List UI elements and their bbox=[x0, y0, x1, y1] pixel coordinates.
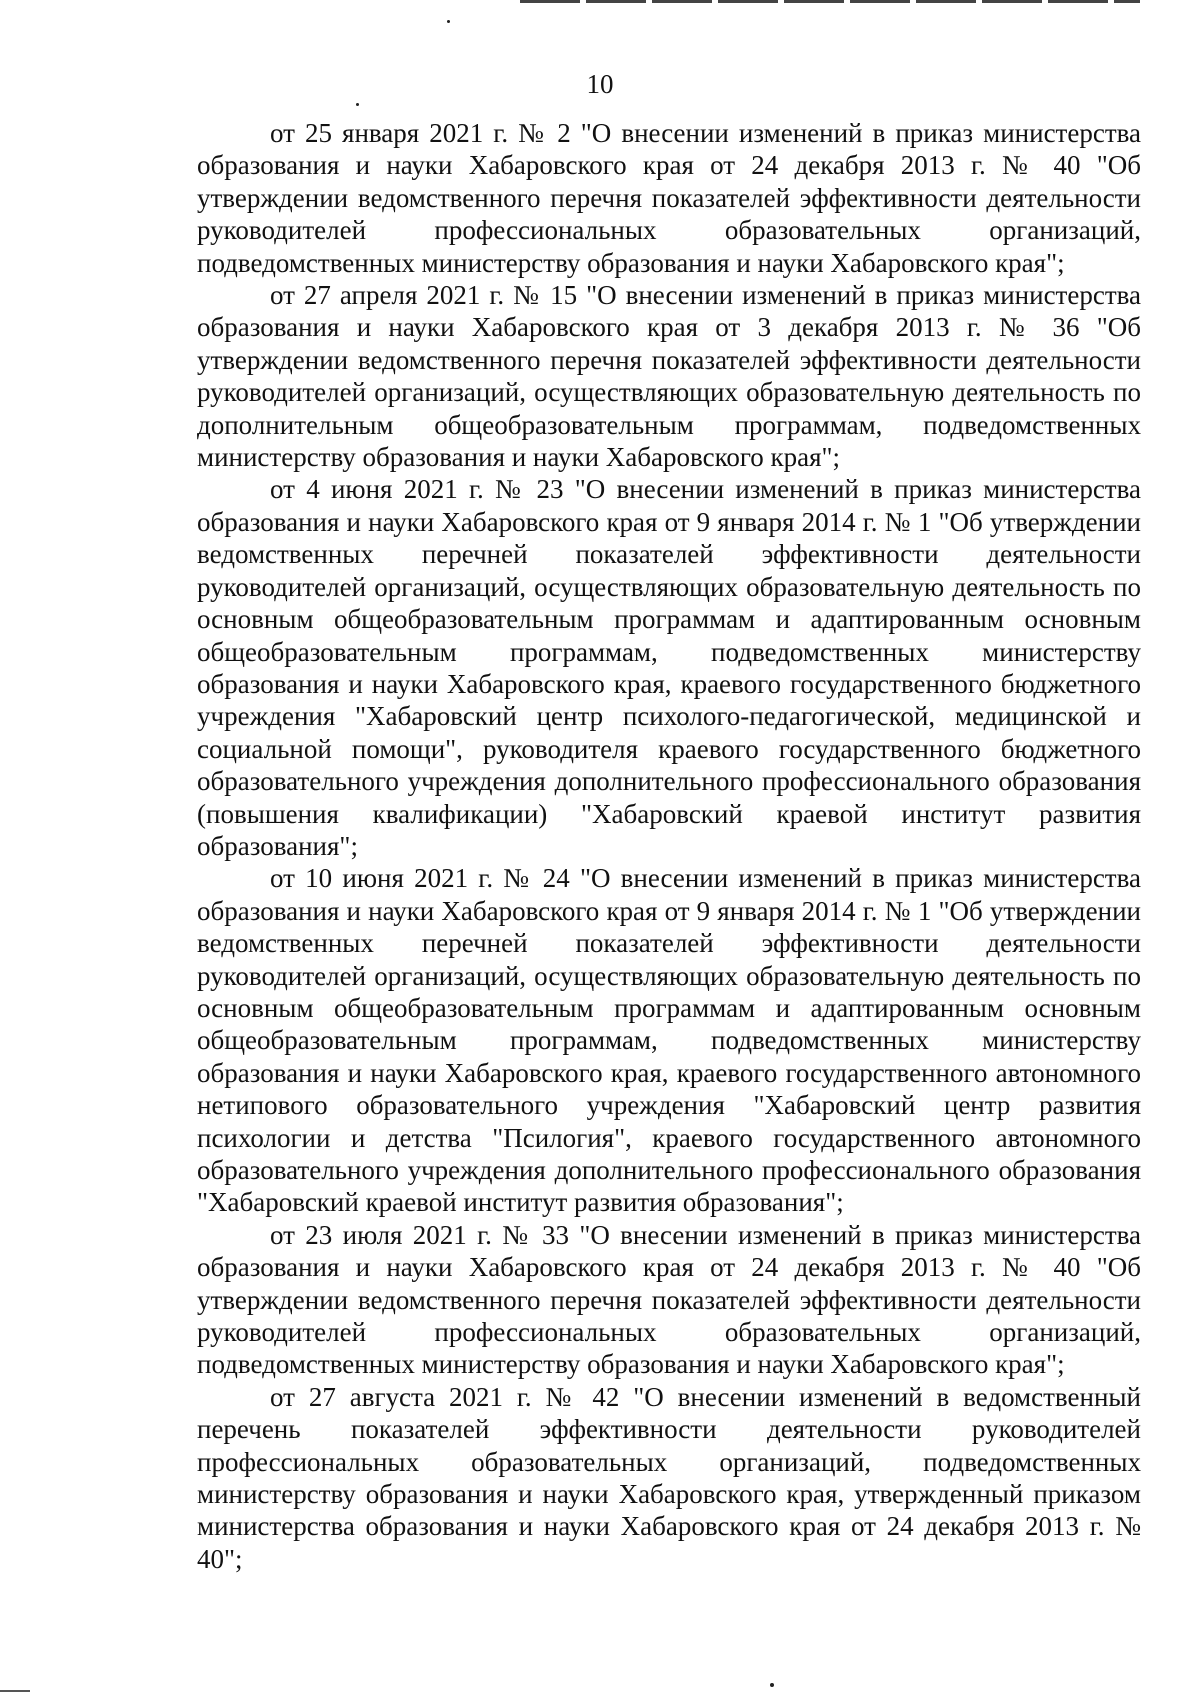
order-paragraph: от 27 августа 2021 г. № 42 "О внесении изменений в ведомственный перечень показателей эффективности деятельности руководителей профессиональных образовательных организаций, подведомственных министерству образования и науки Хабаровского края, утвержденный приказом министерства образования и науки Хабаровского края от 24 декабря 2013 г. № 40"; bbox=[197, 1381, 1141, 1574]
order-paragraph: от 4 июня 2021 г. № 23 "О внесении изменений в приказ министерства образования и науки Хабаровского края от 9 января 2014 г. № 1 "Об утверждении ведомственных перечней показателей эффективности деятельности руководителей организаций, осуществляющих образовательную деятельность по основным общеобразовательным программам и адаптированным основным общеобразовательным программам, подведомственных министерству образования и науки Хабаровского края, краевого государственного бюджетного учреждения "Хабаровский центр психолого-педагогической, медицинской и социальной помощи", руководителя краевого государственного бюджетного образовательного учреждения дополнительного профессионального образования (повышения квалификации) "Хабаровский краевой институт развития образования"; bbox=[197, 474, 1141, 861]
scan-speck bbox=[356, 103, 359, 106]
order-paragraph: от 27 апреля 2021 г. № 15 "О внесении изменений в приказ министерства образования и науки Хабаровского края от 3 декабря 2013 г. № 36 "Об утверждении ведомственного перечня показателей эффективности деятельности руководителей организаций, осуществляющих образовательную деятельность по дополнительным общеобразовательным программам, подведомственных министерству образования и науки Хабаровского края"; bbox=[197, 280, 1141, 473]
document-body bbox=[197, 117, 1141, 1575]
scan-edge-artifact bbox=[0, 1690, 30, 1692]
order-paragraph: от 10 июня 2021 г. № 24 "О внесении изменений в приказ министерства образования и науки Хабаровского края от 9 января 2014 г. № 1 "Об утверждении ведомственных перечней показателей эффективности деятельности руководителей организаций, осуществляющих образовательную деятельность по основным общеобразовательным программам и адаптированным основным общеобразовательным программам, подведомственных министерству образования и науки Хабаровского края, краевого государственного автономного нетипового образовательного учреждения "Хабаровский центр развития психологии и детства "Псилогия", краевого государственного автономного образовательного учреждения дополнительного профессионального образования "Хабаровский краевой институт развития образования"; bbox=[197, 863, 1141, 1218]
scan-speck bbox=[447, 20, 450, 23]
scan-speck bbox=[770, 1683, 774, 1687]
page-number: 10 bbox=[586, 69, 614, 99]
order-paragraph: от 23 июля 2021 г. № 33 "О внесении изменений в приказ министерства образования и науки Хабаровского края от 24 декабря 2013 г. № 40 "Об утверждении ведомственного перечня показателей эффективности деятельности руководителей профессиональных образовательных организаций, подведомственных министерству образования и науки Хабаровского края"; bbox=[197, 1219, 1141, 1380]
scan-edge-artifact bbox=[520, 0, 1140, 3]
order-paragraph: от 25 января 2021 г. № 2 "О внесении изменений в приказ министерства образования и науки Хабаровского края от 24 декабря 2013 г. № 40 "Об утверждении ведомственного перечня показателей эффективности деятельности руководителей профессиональных образовательных организаций, подведомственных министерству образования и науки Хабаровского края"; bbox=[197, 118, 1141, 278]
